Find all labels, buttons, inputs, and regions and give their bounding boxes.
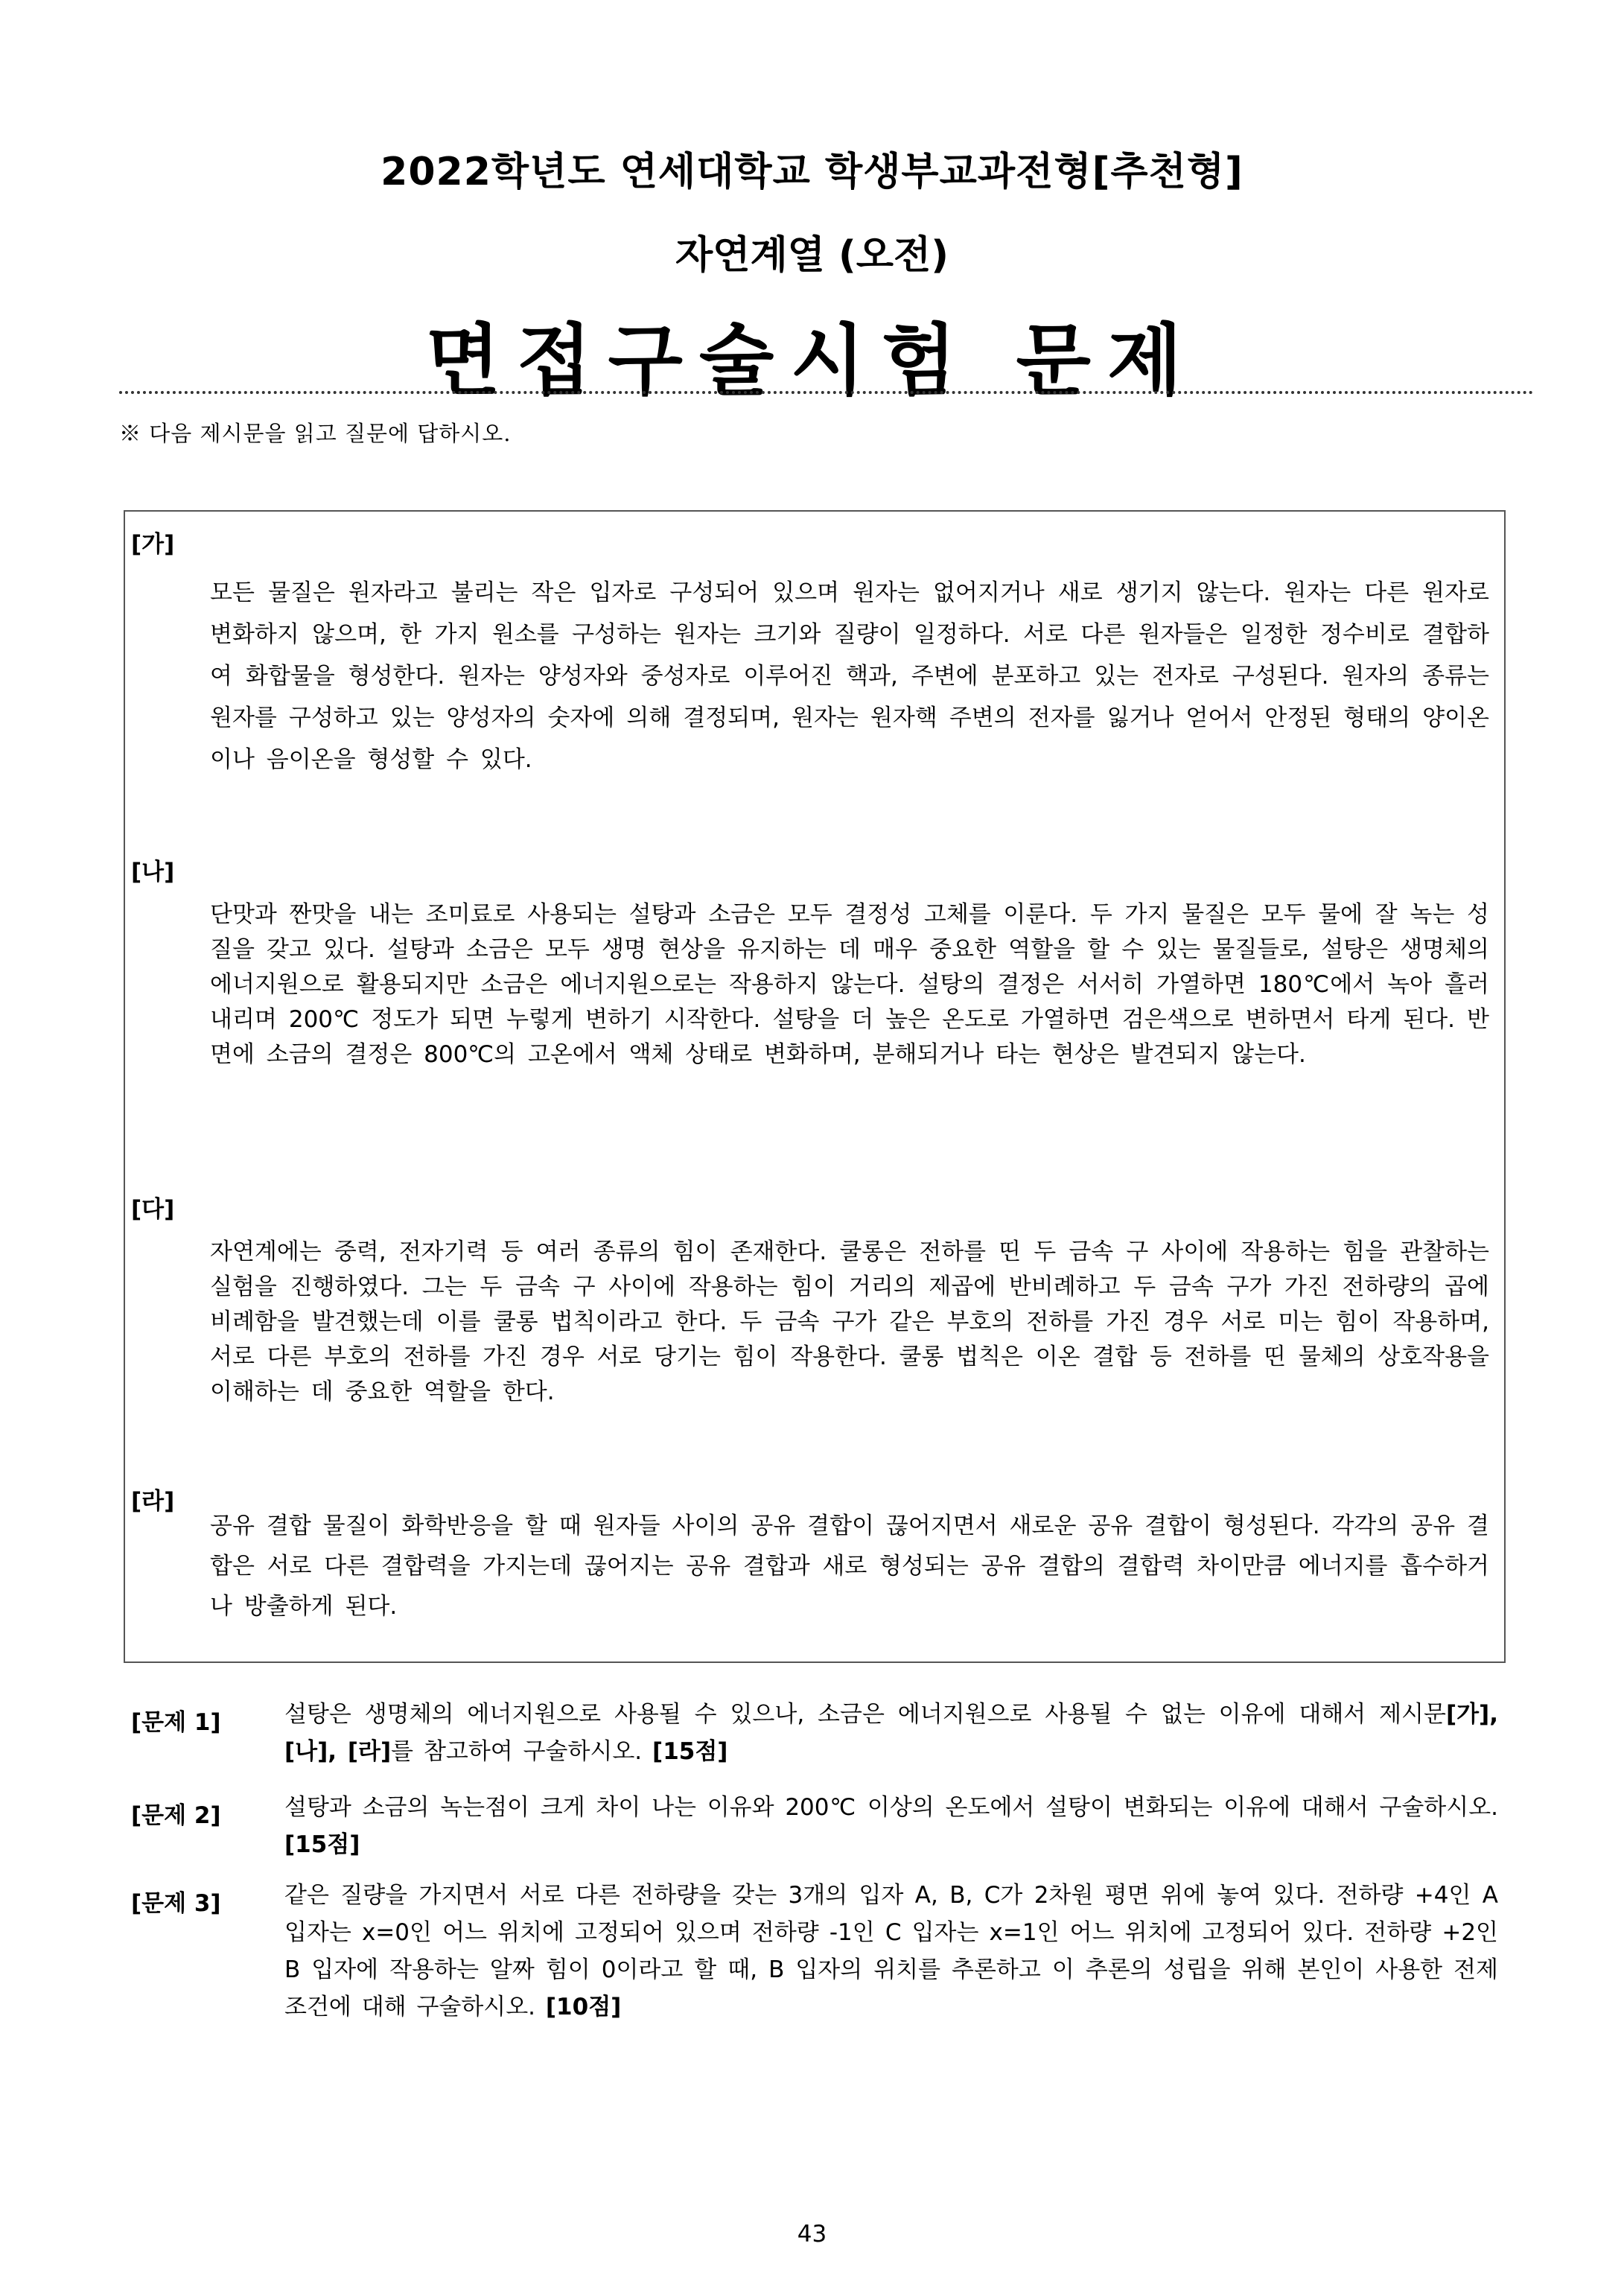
passage-text-ga: 모든 물질은 원자라고 불리는 작은 입자로 구성되어 있으며 원자는 없어지거나 새로 생기지 않는다. 원자는 다른 원자로 변화하지 않으며, 한 가지 원소를 구성하는 원자는 크기와 질량이 일정하다. 서로 다른 원자들은 일정한 정수비로 결합하여 화합물을 형성한다. 원자는 양성자와 중성자로 이루어진 핵과, 주변에 분포하고 있는 전자로 구성된다. 원자의 종류는 원자를 구성하고 있는 양성자의 숫자에 의해 결정되며, 원자는 원자핵 주변의 전자를 잃거나 얻어서 안정된 형태의 양이온이나 음이온을 형성할 수 있다. bbox=[210, 579, 1490, 773]
passage-label-ga: [가] bbox=[131, 531, 175, 558]
question-text-2: 설탕과 소금의 녹는점이 크게 차이 나는 이유와 200℃ 이상의 온도에서 설탕이 변화되는 이유에 대해서 구술하시오. [15점] bbox=[284, 1794, 1498, 1858]
passage-label-na: [나] bbox=[131, 859, 175, 885]
exam-title: 2022학년도 연세대학교 학생부교과전형[추천형] bbox=[380, 150, 1244, 194]
passage-text-da: 자연계에는 중력, 전자기력 등 여러 종류의 힘이 존재한다. 쿨롱은 전하를 띤 두 금속 구 사이에 작용하는 힘을 관찰하는 실험을 진행하였다. 그는 두 금속 구 사이에 작용하는 힘이 거리의 제곱에 반비례하고 두 금속 구가 가진 전하량의 곱에 비례함을 발견했는데 이를 쿨롱 법칙이라고 한다. 두 금속 구가 같은 부호의 전하를 가진 경우 서로 미는 힘이 작용하며, 서로 다른 부호의 전하를 가진 경우 서로 당기는 힘이 작용한다. 쿨롱 법칙은 이온 결합 등 전하를 띤 물체의 상호작용을 이해하는 데 중요한 역할을 한다. bbox=[210, 1238, 1489, 1405]
question-text-3: 같은 질량을 가지면서 서로 다른 전하량을 갖는 3개의 입자 A, B, C가 2차원 평면 위에 놓여 있다. 전하량 +4인 A 입자는 x=0인 어느 위치에 고정되어 있으며 전하량 -1인 C 입자는 x=1인 어느 위치에 고정되어 있다. 전하량 +2인 B 입자에 작용하는 알짜 힘이 0이라고 할 때, B 입자의 위치를 추론하고 이 추론의 성립을 위해 본인이 사용한 전제조건에 대해 구술하시오. [10점] bbox=[284, 1882, 1498, 2020]
passage-text-na: 단맛과 짠맛을 내는 조미료로 사용되는 설탕과 소금은 모두 결정성 고체를 이룬다. 두 가지 물질은 모두 물에 잘 녹는 성질을 갖고 있다. 설탕과 소금은 모두 생명 현상을 유지하는 데 매우 중요한 역할을 할 수 있는 물질들로, 설탕은 생명체의 에너지원으로 활용되지만 소금은 에너지원으로는 작용하지 않는다. 설탕의 결정은 서서히 가열하면 180℃에서 녹아 흘러내리며 200℃ 정도가 되면 누렇게 변하기 시작한다. 설탕을 더 높은 온도로 가열하면 검은색으로 변하면서 타게 된다. 반면에 소금의 결정은 800℃의 고온에서 액체 상태로 변화하며, 분해되거나 타는 현상은 발견되지 않는다. bbox=[210, 901, 1489, 1068]
dotted-divider bbox=[119, 391, 1534, 394]
question-points-1: [15점] bbox=[652, 1738, 728, 1765]
question-text-1: 설탕은 생명체의 에너지원으로 사용될 수 있으나, 소금은 에너지원으로 사용될 수 없는 이유에 대해서 제시문[가], [나], [라]를 참고하여 구술하시오. [15점] bbox=[284, 1701, 1498, 1765]
question-points-2: [15점] bbox=[284, 1831, 360, 1858]
instruction-text: ※ 다음 제시문을 읽고 질문에 답하시오. bbox=[119, 421, 512, 446]
question-label-3: [문제 3] bbox=[131, 1890, 221, 1917]
passage-label-da: [다] bbox=[131, 1196, 175, 1223]
question-label-2: [문제 2] bbox=[131, 1802, 221, 1829]
page-number: 43 bbox=[797, 2221, 827, 2248]
exam-heading: 면접구술시험 문제 bbox=[425, 315, 1199, 406]
question-label-1: [문제 1] bbox=[131, 1709, 221, 1736]
passage-text-ra: 공유 결합 물질이 화학반응을 할 때 원자들 사이의 공유 결합이 끊어지면서 새로운 공유 결합이 형성된다. 각각의 공유 결합은 서로 다른 결합력을 가지는데 끊어지는 공유 결합과 새로 형성되는 공유 결합의 결합력 차이만큼 에너지를 흡수하거나 방출하게 된다. bbox=[210, 1513, 1489, 1620]
passage-label-ra: [라] bbox=[131, 1488, 175, 1515]
question-points-3: [10점] bbox=[545, 1994, 622, 2020]
exam-subtitle: 자연계열 (오전) bbox=[675, 233, 949, 278]
question-refs-1: [가], [나], [라] bbox=[284, 1701, 1498, 1765]
